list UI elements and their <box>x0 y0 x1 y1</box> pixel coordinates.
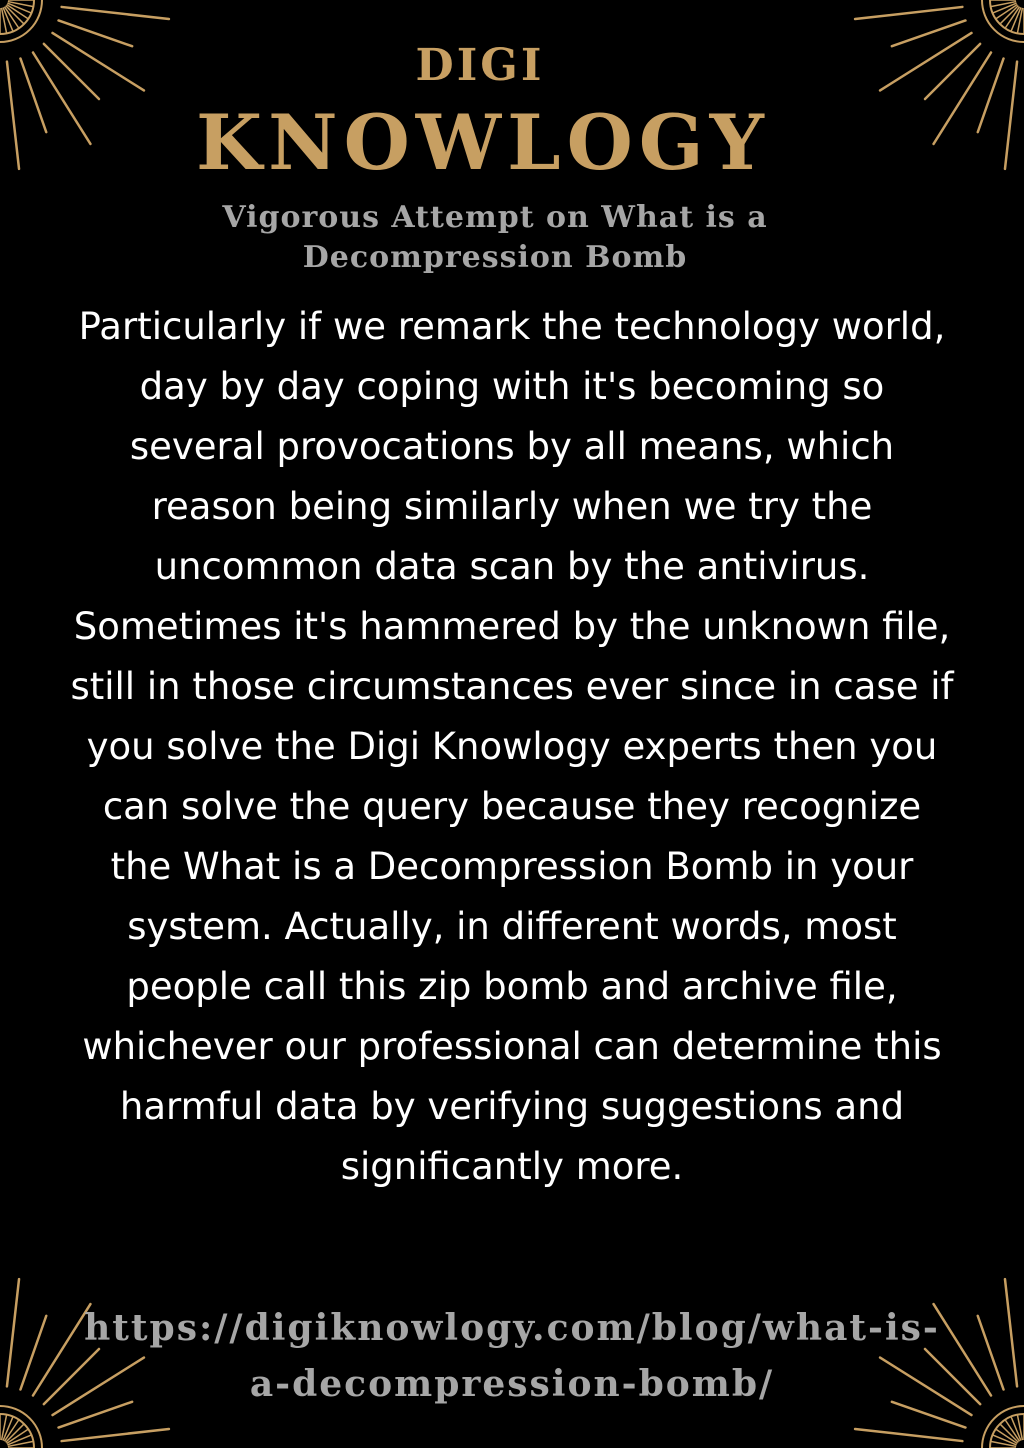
source-url-link[interactable]: https://digiknowlogy.com/blog/what-is-a-decompression-bomb/ <box>84 1307 940 1405</box>
brand-name-top: DIGI <box>415 40 545 91</box>
page-subtitle: Vigorous Attempt on What is a Decompression Bomb <box>222 200 768 275</box>
body-paragraph: Particularly if we remark the technology world, day by day coping with it's becoming so several provocations by all means, which reason being similarly when we try the uncommon data scan by the antivirus. Sometimes it's hammered by the unknown file, still in those circumstances ever since in case if you solve the Digi Knowlogy experts then you can solve the query because they recognize the What is a Decompression Bomb in your system. Actually, in different words, most people call this zip bomb and archive file, whichever our professional can determine this harmful data by verifying suggestions and significantly more. <box>70 305 954 1188</box>
brand-name-main: KNOWLOGY <box>196 98 770 187</box>
